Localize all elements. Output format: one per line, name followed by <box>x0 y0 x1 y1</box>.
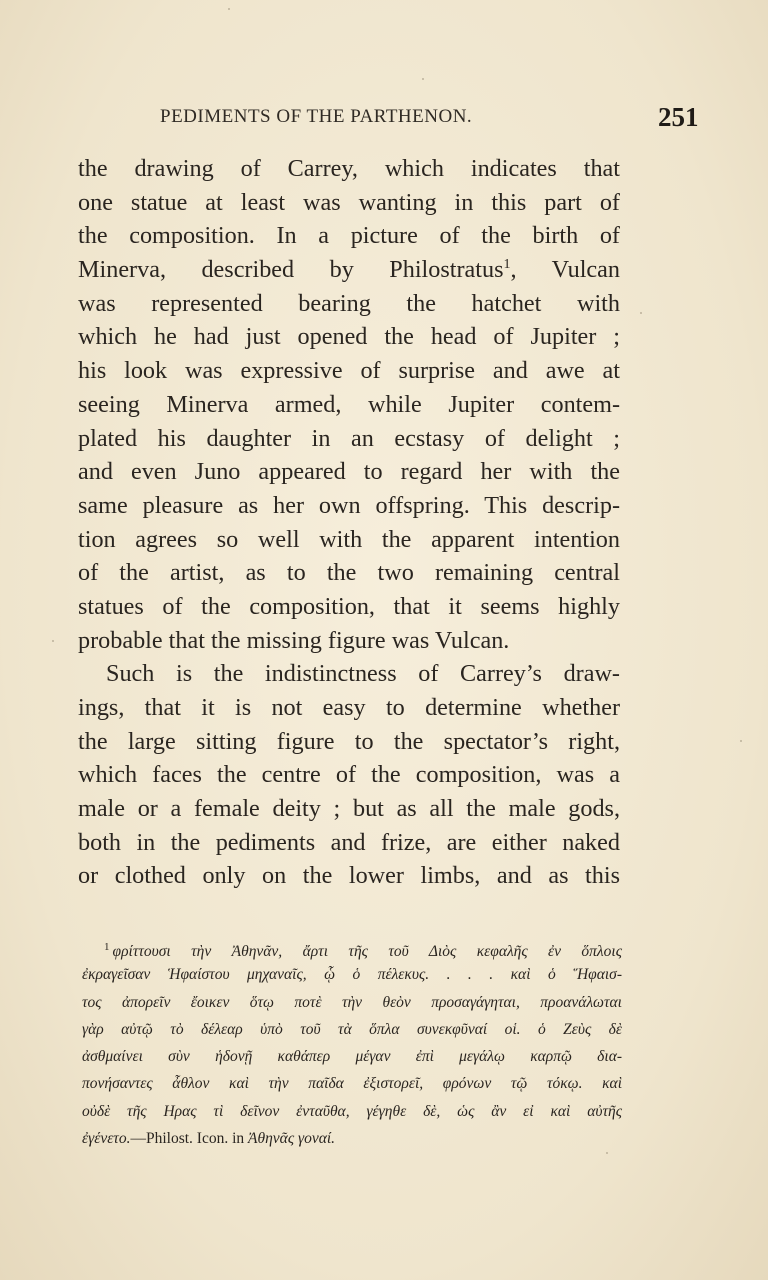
paper-speck <box>740 740 742 742</box>
page-header <box>0 102 768 136</box>
text-line: which he had just opened the head of Jupiter ; <box>78 323 620 351</box>
footnote-line: γὰρ αὐτῷ τὸ δέλεαρ ὑπὸ τοῦ τὰ ὅπλα συνεκφῦναί οἱ. ὁ Ζεὺς δὲ <box>82 1020 622 1038</box>
footnote-line <box>82 934 622 961</box>
footnote-line: ἀσθμαίνει σὺν ἡδονῇ καθάπερ μέγαν ἐπὶ μεγάλῳ καρπῷ δια- <box>82 1048 622 1066</box>
paper-speck <box>228 8 230 10</box>
paper-speck <box>422 78 424 80</box>
footnote-reference: 1 <box>503 257 511 272</box>
footnote-line-citation <box>82 1125 622 1152</box>
footnote <box>82 934 622 1152</box>
text-line: which faces the centre of the composition, was a <box>78 761 620 789</box>
footnote-line: οὐδὲ τῆς Ηρας τὶ δεῖνον ἐνταῦθα, γέγηθε δὲ, ὡς ἂν εἰ καὶ αὐτῆς <box>82 1102 622 1120</box>
text-line: the composition. In a picture of the birth of <box>78 222 620 250</box>
running-title: PEDIMENTS OF THE PARTHENON. <box>160 106 473 127</box>
text-segment: , Vulcan <box>510 256 620 284</box>
page-number: 251 <box>658 102 699 132</box>
text-line: both in the pediments and frize, are either naked <box>78 828 620 856</box>
text-line: or clothed only on the lower limbs, and as this <box>78 862 620 890</box>
text-line: and even Juno appeared to regard her with the <box>78 458 620 486</box>
footnote-text: ἐγένετο. <box>82 1130 131 1148</box>
text-line: ings, that it is not easy to determine whether <box>78 694 620 721</box>
text-line: one statue at least was wanting in this part of <box>78 188 620 216</box>
footnote-text: φρίττουσι τὴν Ἀθηνᾶν, ἄρτι τῆς τοῦ Διὸς κεφαλῆς ἐν ὅπλοις <box>112 943 622 961</box>
main-text <box>78 152 620 893</box>
paper-speck <box>52 640 54 642</box>
text-line: the drawing of Carrey, which indicates that <box>78 155 620 182</box>
text-line: male or a female deity ; but as all the male gods, <box>78 795 620 823</box>
text-line: same pleasure as her own offspring. This descrip- <box>78 491 620 519</box>
text-line: was represented bearing the hatchet with <box>78 289 620 317</box>
footnote-line: τος ἀπορεῖν ἔοικεν ὅτῳ ποτὲ τὴν θεὸν προσαγάγηται, προανάλωται <box>82 993 622 1011</box>
footnote-line: πονήσαντες ἆθλον καὶ τὴν παῖδα ἐξιστορεῖ, φρόνων τῷ τόκῳ. καὶ <box>82 1075 622 1093</box>
text-line: plated his daughter in an ecstasy of delight ; <box>78 424 620 452</box>
citation-source: —Philost. Icon. in <box>130 1130 249 1148</box>
text-line: statues of the composition, that it seems highly <box>78 592 620 620</box>
text-line: his look was expressive of surprise and awe at <box>78 357 620 385</box>
text-line: seeing Minerva armed, while Jupiter contem- <box>78 390 620 418</box>
paper-speck <box>640 312 642 314</box>
text-line-with-footnote-ref <box>78 253 620 287</box>
paper-speck <box>606 1152 608 1154</box>
text-line: Such is the indistinctness of Carrey’s draw- <box>106 660 620 688</box>
text-line: the large sitting figure to the spectator’s right, <box>78 727 620 755</box>
text-line: tion agrees so well with the apparent intention <box>78 525 620 553</box>
footnote-line: ἐκραγεῖσαν Ἡφαίστου μηχαναῖς, ᾧ ὁ πέλεκυς. . . . καὶ ὁ Ἥφαισ- <box>82 966 622 984</box>
text-line: of the artist, as to the two remaining central <box>78 559 620 587</box>
text-segment: Minerva, described by Philostratus <box>78 256 504 284</box>
footnote-marker: 1 <box>104 941 110 953</box>
citation-title: Ἀθηνᾶς γοναί. <box>248 1130 336 1148</box>
text-line: probable that the missing figure was Vulcan. <box>78 626 510 654</box>
